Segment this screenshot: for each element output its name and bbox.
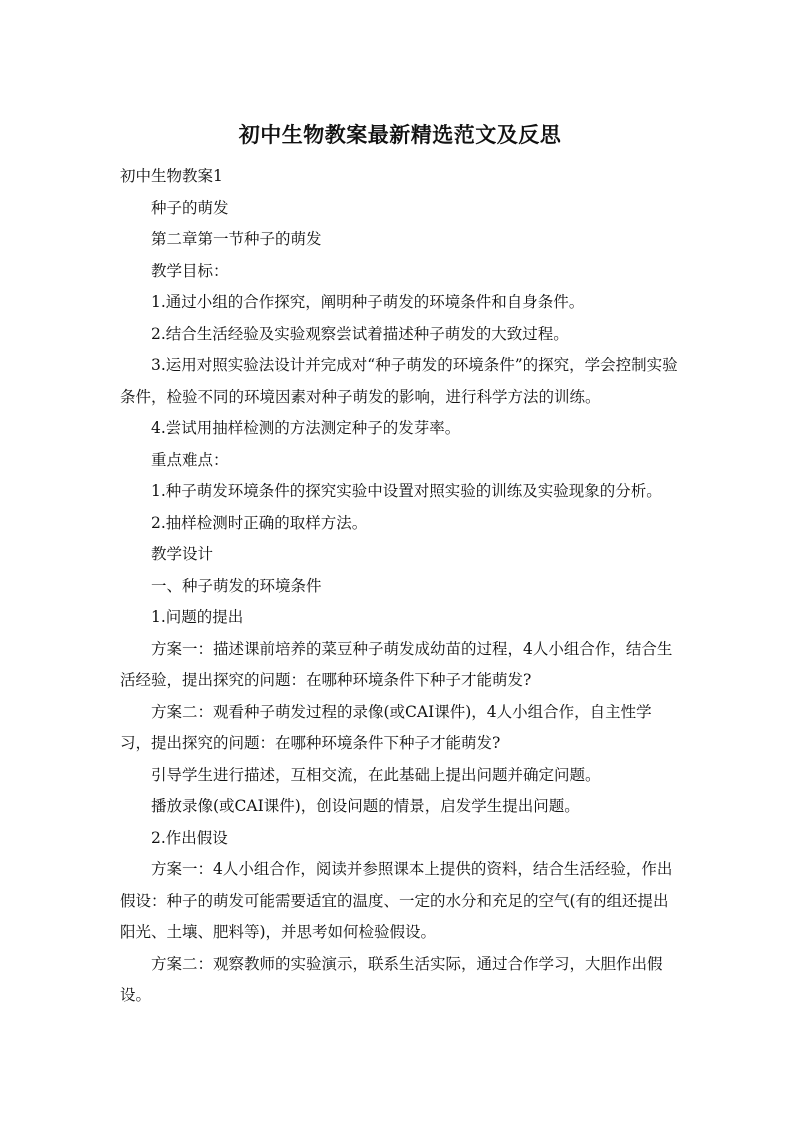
paragraph: 教学目标： (151, 261, 229, 280)
paragraph: 初中生物教案1 (120, 167, 223, 185)
paragraph: 1.问题的提出 (151, 608, 244, 626)
paragraph: 重点难点： (151, 450, 229, 469)
paragraph: 引导学生进行描述，互相交流，在此基础上提出问题并确定问题。 (151, 765, 601, 784)
paragraph: 2.结合生活经验及实验观察尝试着描述种子萌发的大致过程。 (151, 324, 569, 343)
paragraph: 1.种子萌发环境条件的探究实验中设置对照实验的训练及实验现象的分析。 (151, 482, 662, 500)
paragraph: 1.通过小组的合作探究，阐明种子萌发的环境条件和自身条件。 (151, 293, 585, 311)
paragraph: 方案一：描述课前培养的菜豆种子萌发成幼苗的过程，4人小组合作，结合生活经验，提出探究的问题：在哪种环境条件下种子才能萌发? (120, 639, 673, 689)
paragraph: 种子的萌发 (151, 198, 229, 217)
paragraph: 方案二：观看种子萌发过程的录像(或CAI课件)，4人小组合作，自主性学习，提出探究的问题：在哪种环境条件下种子才能萌发? (120, 702, 652, 752)
document-title: 初中生物教案最新精选范文及反思 (238, 123, 562, 147)
paragraph: 2.抽样检测时正确的取样方法。 (151, 513, 368, 532)
paragraph: 4.尝试用抽样检测的方法测定种子的发芽率。 (151, 419, 461, 437)
paragraph: 一、种子萌发的环境条件 (151, 576, 322, 595)
paragraph: 第二章第一节种子的萌发 (151, 230, 322, 248)
paragraph: 方案一：4人小组合作，阅读并参照课本上提供的资料，结合生活经验，作出假设：种子的萌发可能需要适宜的温度、一定的水分和充足的空气(有的组还提出阳光、土壤、肥料等)，并思考如何检验假设。 (120, 860, 673, 941)
paragraph: 3.运用对照实验法设计并完成对“种子萌发的环境条件”的探究，学会控制实验条件，检验不同的环境因素对种子萌发的影响，进行科学方法的训练。 (120, 356, 678, 406)
paragraph: 方案二：观察教师的实验演示，联系生活实际，通过合作学习，大胆作出假设。 (120, 954, 663, 1004)
document-body (120, 161, 682, 1012)
paragraph: 2.作出假设 (151, 828, 228, 847)
paragraph: 播放录像(或CAI课件)，创设问题的情景，启发学生提出问题。 (151, 797, 580, 815)
paragraph: 教学设计 (151, 545, 214, 563)
